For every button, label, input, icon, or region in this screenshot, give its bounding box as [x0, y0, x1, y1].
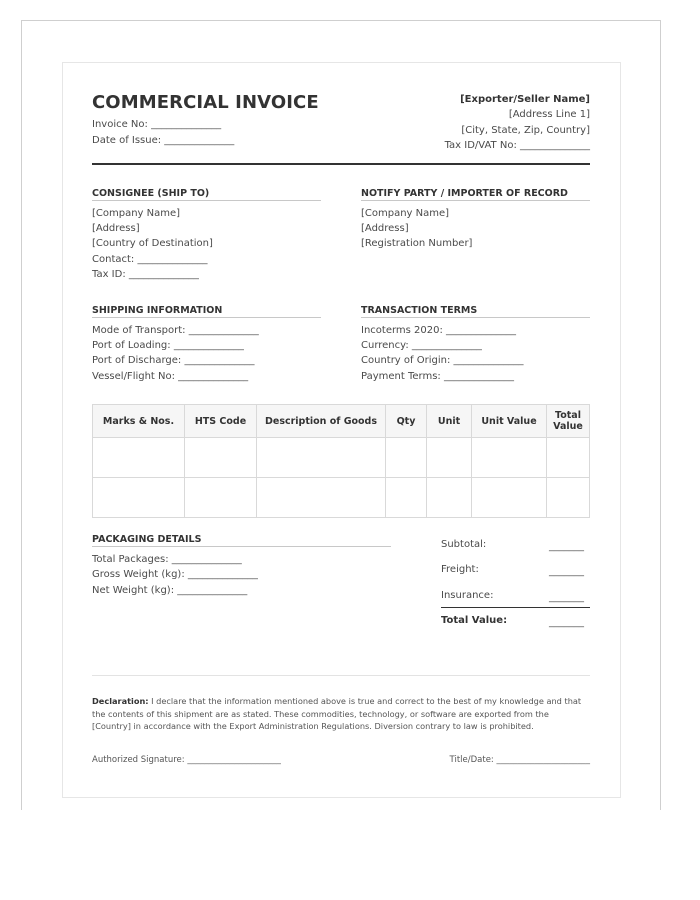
total-value-label: Total Value: — [441, 615, 508, 626]
net-weight: Net Weight (kg): ______________ — [92, 585, 248, 596]
shipping-heading: SHIPPING INFORMATION — [92, 305, 223, 316]
date-of-issue-field: Date of Issue: ______________ — [92, 135, 235, 146]
port-of-loading: Port of Loading: ______________ — [92, 340, 244, 351]
gross-weight: Gross Weight (kg): ______________ — [92, 569, 258, 580]
table-cell[interactable] — [472, 478, 547, 518]
title-date: Title/Date: ______________________ — [449, 755, 590, 765]
notify-address: [Address] — [361, 223, 409, 234]
country-of-origin: Country of Origin: ______________ — [361, 355, 524, 366]
consignee-company: [Company Name] — [92, 208, 181, 219]
exporter-name: [Exporter/Seller Name] — [460, 94, 590, 105]
authorized-signature: Authorized Signature: ______________________ — [92, 755, 281, 765]
table-cell[interactable] — [185, 438, 257, 478]
table-cell[interactable] — [257, 438, 386, 478]
table-cell[interactable] — [185, 478, 257, 518]
notify-heading: NOTIFY PARTY / IMPORTER OF RECORD — [361, 188, 568, 199]
col-qty: Qty — [386, 405, 427, 438]
total-value-value: _______ — [549, 617, 584, 628]
document-title: COMMERCIAL INVOICE — [92, 92, 319, 113]
col-total-value: Total Value — [547, 405, 590, 438]
packaging-rule — [92, 546, 391, 547]
table-cell[interactable] — [93, 478, 185, 518]
declaration-divider — [92, 675, 590, 676]
table-row — [93, 478, 590, 518]
notify-rule — [361, 200, 590, 201]
table-cell[interactable] — [427, 438, 472, 478]
table-cell[interactable] — [93, 438, 185, 478]
declaration-body: I declare that the information mentioned above is true and correct to the best of my knowledge and that the contents of this shipment are as stated. These commodities, technology, or software are exported from the [Country] in accordance with the Export Administration Regulations. Diversion contrary to law is prohibited. — [92, 696, 582, 731]
exporter-address: [Address Line 1] — [508, 109, 590, 120]
col-hts-code: HTS Code — [185, 405, 257, 438]
declaration-text — [92, 695, 590, 733]
incoterms: Incoterms 2020: ______________ — [361, 325, 517, 336]
header-divider — [92, 163, 590, 165]
shipping-rule — [92, 317, 321, 318]
consignee-country: [Country of Destination] — [92, 238, 213, 249]
port-of-discharge: Port of Discharge: ______________ — [92, 355, 255, 366]
goods-table — [92, 404, 590, 518]
insurance-label: Insurance: — [441, 590, 494, 601]
consignee-address: [Address] — [92, 223, 140, 234]
goods-table-header-row — [93, 405, 590, 438]
terms-heading: TRANSACTION TERMS — [361, 305, 478, 316]
subtotal-label: Subtotal: — [441, 539, 487, 550]
exporter-tax-id: Tax ID/VAT No: ______________ — [444, 140, 590, 151]
notify-registration: [Registration Number] — [361, 238, 473, 249]
currency: Currency: ______________ — [361, 340, 482, 351]
totals-divider — [441, 607, 590, 608]
table-row — [93, 438, 590, 478]
table-cell[interactable] — [386, 438, 427, 478]
col-description: Description of Goods — [257, 405, 386, 438]
exporter-city: [City, State, Zip, Country] — [461, 125, 590, 136]
col-unit-value: Unit Value — [472, 405, 547, 438]
consignee-heading: CONSIGNEE (SHIP TO) — [92, 188, 210, 199]
col-marks-nos: Marks & Nos. — [93, 405, 185, 438]
table-cell[interactable] — [427, 478, 472, 518]
payment-terms: Payment Terms: ______________ — [361, 371, 514, 382]
table-cell[interactable] — [386, 478, 427, 518]
freight-value: _______ — [549, 566, 584, 577]
freight-label: Freight: — [441, 564, 479, 575]
mode-of-transport: Mode of Transport: ______________ — [92, 325, 259, 336]
subtotal-value: _______ — [549, 541, 584, 552]
vessel-flight-no: Vessel/Flight No: ______________ — [92, 371, 249, 382]
total-packages: Total Packages: ______________ — [92, 554, 242, 565]
terms-rule — [361, 317, 590, 318]
notify-company: [Company Name] — [361, 208, 450, 219]
insurance-value: _______ — [549, 592, 584, 603]
table-cell[interactable] — [472, 438, 547, 478]
table-cell[interactable] — [547, 478, 590, 518]
declaration-label: Declaration: — [92, 696, 149, 706]
consignee-contact: Contact: ______________ — [92, 254, 208, 265]
invoice-number-field: Invoice No: ______________ — [92, 119, 222, 130]
consignee-rule — [92, 200, 321, 201]
packaging-heading: PACKAGING DETAILS — [92, 534, 202, 545]
table-cell[interactable] — [257, 478, 386, 518]
col-unit: Unit — [427, 405, 472, 438]
consignee-tax-id: Tax ID: ______________ — [92, 269, 199, 280]
table-cell[interactable] — [547, 438, 590, 478]
